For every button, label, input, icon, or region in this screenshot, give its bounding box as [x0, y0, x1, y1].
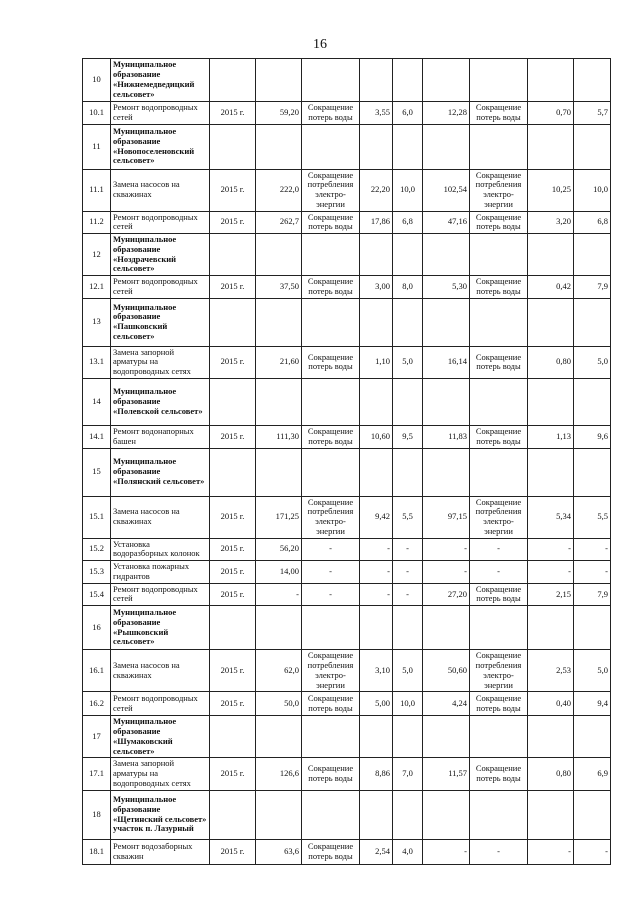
item-name: Муниципальное образование «Рышковский сельсовет» — [111, 606, 210, 650]
cost-cell: 59,20 — [256, 102, 302, 125]
effect-cell — [470, 379, 528, 426]
cost-cell — [256, 790, 302, 839]
cost-cell: 126,6 — [256, 758, 302, 790]
value-cell — [574, 234, 611, 276]
value-cell — [423, 448, 470, 496]
value-cell: 9,5 — [393, 426, 423, 449]
effect-cell — [302, 448, 360, 496]
value-cell: - — [423, 538, 470, 561]
value-cell: - — [360, 583, 393, 606]
row-number: 12 — [83, 234, 111, 276]
value-cell: 17,86 — [360, 211, 393, 234]
value-cell: 10,0 — [393, 169, 423, 211]
value-cell: 5,0 — [574, 346, 611, 378]
year-cell — [210, 716, 256, 758]
page-number: 16 — [313, 37, 327, 52]
effect-cell: Сокращение потерь воды — [470, 758, 528, 790]
value-cell: - — [360, 538, 393, 561]
value-cell: 6,8 — [393, 211, 423, 234]
item-name: Ремонт водопроводных сетей — [111, 211, 210, 234]
value-cell: 2,54 — [360, 839, 393, 864]
value-cell: - — [360, 561, 393, 584]
value-cell: 8,86 — [360, 758, 393, 790]
value-cell: 0,80 — [528, 346, 574, 378]
cost-cell: 37,50 — [256, 276, 302, 299]
effect-cell — [302, 716, 360, 758]
value-cell — [528, 234, 574, 276]
table-row — [83, 102, 611, 125]
effect-cell — [470, 448, 528, 496]
table-row — [83, 758, 611, 790]
value-cell: 7,9 — [574, 583, 611, 606]
value-cell: - — [574, 839, 611, 864]
value-cell — [574, 379, 611, 426]
value-cell: 1,13 — [528, 426, 574, 449]
value-cell — [393, 606, 423, 650]
value-cell — [393, 448, 423, 496]
item-name: Муниципальное образование «Нижнемедведицкий сельсовет» — [111, 59, 210, 102]
row-number: 11.1 — [83, 169, 111, 211]
value-cell: - — [393, 561, 423, 584]
row-number: 16 — [83, 606, 111, 650]
value-cell — [528, 448, 574, 496]
value-cell: 5,30 — [423, 276, 470, 299]
value-cell — [360, 606, 393, 650]
cost-cell: 21,60 — [256, 346, 302, 378]
row-number: 13 — [83, 298, 111, 346]
value-cell — [423, 298, 470, 346]
effect-cell: - — [302, 583, 360, 606]
effect-cell: - — [302, 561, 360, 584]
cost-cell — [256, 379, 302, 426]
effect-cell — [302, 234, 360, 276]
effect-cell — [302, 298, 360, 346]
value-cell: 5,00 — [360, 692, 393, 716]
item-name: Ремонт водонапорных башен — [111, 426, 210, 449]
value-cell: 2,53 — [528, 650, 574, 692]
cost-cell: 62,0 — [256, 650, 302, 692]
year-cell: 2015 г. — [210, 276, 256, 299]
value-cell — [528, 59, 574, 102]
value-cell — [574, 124, 611, 169]
item-name: Установка водоразборных колонок — [111, 538, 210, 561]
section-row — [83, 790, 611, 839]
item-name: Ремонт водопроводных сетей — [111, 276, 210, 299]
value-cell: 97,15 — [423, 496, 470, 538]
cost-cell — [256, 234, 302, 276]
effect-cell: Сокращение потерь воды — [470, 583, 528, 606]
table-row — [83, 211, 611, 234]
value-cell — [360, 448, 393, 496]
row-number: 17 — [83, 716, 111, 758]
value-cell: 102,54 — [423, 169, 470, 211]
value-cell: - — [574, 538, 611, 561]
value-cell: 9,6 — [574, 426, 611, 449]
value-cell — [528, 379, 574, 426]
value-cell: - — [393, 583, 423, 606]
row-number: 10 — [83, 59, 111, 102]
year-cell: 2015 г. — [210, 650, 256, 692]
value-cell — [423, 59, 470, 102]
value-cell — [423, 716, 470, 758]
section-row — [83, 124, 611, 169]
item-name: Установка пожарных гидрантов — [111, 561, 210, 584]
row-number: 17.1 — [83, 758, 111, 790]
value-cell: - — [423, 561, 470, 584]
effect-cell: Сокращение потребления электро-энергии — [470, 169, 528, 211]
value-cell: 4,0 — [393, 839, 423, 864]
value-cell: 2,15 — [528, 583, 574, 606]
year-cell — [210, 379, 256, 426]
value-cell: 4,24 — [423, 692, 470, 716]
cost-cell — [256, 124, 302, 169]
row-number: 15 — [83, 448, 111, 496]
value-cell: 16,14 — [423, 346, 470, 378]
year-cell: 2015 г. — [210, 692, 256, 716]
value-cell — [574, 448, 611, 496]
value-cell — [528, 606, 574, 650]
item-name: Муниципальное образование «Шумаковский сельсовет» — [111, 716, 210, 758]
value-cell: 9,42 — [360, 496, 393, 538]
effect-cell: Сокращение потребления электро-энергии — [470, 650, 528, 692]
year-cell: 2015 г. — [210, 758, 256, 790]
effect-cell: Сокращение потерь воды — [302, 426, 360, 449]
value-cell: 0,70 — [528, 102, 574, 125]
item-name: Муниципальное образование «Новопоселеновский сельсовет» — [111, 124, 210, 169]
item-name: Замена насосов на скважинах — [111, 496, 210, 538]
value-cell: 10,25 — [528, 169, 574, 211]
value-cell: 10,60 — [360, 426, 393, 449]
value-cell: 50,60 — [423, 650, 470, 692]
row-number: 10.1 — [83, 102, 111, 125]
cost-cell: 50,0 — [256, 692, 302, 716]
effect-cell: Сокращение потерь воды — [302, 276, 360, 299]
table-row — [83, 839, 611, 864]
value-cell: 5,0 — [574, 650, 611, 692]
value-cell — [360, 298, 393, 346]
value-cell: 5,7 — [574, 102, 611, 125]
value-cell: - — [528, 839, 574, 864]
item-name: Ремонт водопроводных сетей — [111, 102, 210, 125]
value-cell: 3,00 — [360, 276, 393, 299]
row-number: 16.1 — [83, 650, 111, 692]
value-cell: 8,0 — [393, 276, 423, 299]
value-cell — [423, 234, 470, 276]
section-row — [83, 606, 611, 650]
section-row — [83, 234, 611, 276]
effect-cell: Сокращение потребления электро-энергии — [470, 496, 528, 538]
row-number: 12.1 — [83, 276, 111, 299]
item-name: Муниципальное образование «Щетинский сельсовет» участок п. Лазурный — [111, 790, 210, 839]
year-cell: 2015 г. — [210, 426, 256, 449]
value-cell: 3,55 — [360, 102, 393, 125]
year-cell: 2015 г. — [210, 102, 256, 125]
value-cell — [360, 59, 393, 102]
section-row — [83, 379, 611, 426]
effect-cell — [302, 606, 360, 650]
row-number: 16.2 — [83, 692, 111, 716]
year-cell — [210, 448, 256, 496]
table-row — [83, 276, 611, 299]
effect-cell — [470, 790, 528, 839]
item-name: Муниципальное образование «Ноздрачевский сельсовет» — [111, 234, 210, 276]
effect-cell — [470, 716, 528, 758]
value-cell: 3,10 — [360, 650, 393, 692]
row-number: 18.1 — [83, 839, 111, 864]
effect-cell: - — [470, 538, 528, 561]
year-cell: 2015 г. — [210, 346, 256, 378]
value-cell: 6,0 — [393, 102, 423, 125]
effect-cell: Сокращение потерь воды — [302, 211, 360, 234]
year-cell: 2015 г. — [210, 211, 256, 234]
effect-cell: Сокращение потерь воды — [470, 346, 528, 378]
cost-cell — [256, 606, 302, 650]
value-cell: 0,80 — [528, 758, 574, 790]
value-cell: 5,0 — [393, 346, 423, 378]
row-number: 14.1 — [83, 426, 111, 449]
value-cell — [423, 790, 470, 839]
item-name: Замена насосов на скважинах — [111, 169, 210, 211]
year-cell — [210, 234, 256, 276]
measures-table — [82, 58, 611, 865]
cost-cell: 111,30 — [256, 426, 302, 449]
value-cell: 22,20 — [360, 169, 393, 211]
year-cell: 2015 г. — [210, 839, 256, 864]
value-cell — [574, 606, 611, 650]
value-cell — [528, 716, 574, 758]
row-number: 15.4 — [83, 583, 111, 606]
section-row — [83, 716, 611, 758]
cost-cell: 222,0 — [256, 169, 302, 211]
cost-cell: 56,20 — [256, 538, 302, 561]
section-row — [83, 298, 611, 346]
effect-cell: Сокращение потребления электро-энергии — [302, 650, 360, 692]
value-cell — [393, 59, 423, 102]
table-row — [83, 583, 611, 606]
cost-cell — [256, 298, 302, 346]
effect-cell: Сокращение потерь воды — [470, 211, 528, 234]
table-row — [83, 169, 611, 211]
item-name: Муниципальное образование «Полевской сельсовет» — [111, 379, 210, 426]
cost-cell — [256, 448, 302, 496]
effect-cell: Сокращение потерь воды — [470, 276, 528, 299]
value-cell — [574, 298, 611, 346]
effect-cell — [470, 234, 528, 276]
value-cell — [393, 790, 423, 839]
year-cell — [210, 790, 256, 839]
value-cell — [360, 790, 393, 839]
cost-cell: 14,00 — [256, 561, 302, 584]
row-number: 11.2 — [83, 211, 111, 234]
year-cell — [210, 298, 256, 346]
year-cell: 2015 г. — [210, 583, 256, 606]
value-cell: 7,9 — [574, 276, 611, 299]
value-cell — [423, 379, 470, 426]
row-number: 15.3 — [83, 561, 111, 584]
effect-cell: - — [470, 561, 528, 584]
effect-cell — [302, 790, 360, 839]
row-number: 18 — [83, 790, 111, 839]
effect-cell — [470, 124, 528, 169]
year-cell: 2015 г. — [210, 169, 256, 211]
cost-cell — [256, 716, 302, 758]
row-number: 15.1 — [83, 496, 111, 538]
value-cell — [360, 716, 393, 758]
value-cell — [360, 124, 393, 169]
item-name: Муниципальное образование «Пашковский сельсовет» — [111, 298, 210, 346]
effect-cell — [470, 298, 528, 346]
cost-cell: 63,6 — [256, 839, 302, 864]
effect-cell: Сокращение потерь воды — [470, 426, 528, 449]
table-row — [83, 561, 611, 584]
value-cell — [423, 124, 470, 169]
year-cell: 2015 г. — [210, 538, 256, 561]
value-cell: 47,16 — [423, 211, 470, 234]
year-cell — [210, 606, 256, 650]
effect-cell: Сокращение потерь воды — [302, 692, 360, 716]
value-cell — [528, 790, 574, 839]
value-cell: - — [528, 561, 574, 584]
value-cell — [423, 606, 470, 650]
value-cell — [393, 124, 423, 169]
effect-cell: - — [470, 839, 528, 864]
value-cell: 6,8 — [574, 211, 611, 234]
effect-cell: Сокращение потерь воды — [302, 102, 360, 125]
item-name: Ремонт водопроводных сетей — [111, 692, 210, 716]
effect-cell — [470, 59, 528, 102]
table-row — [83, 538, 611, 561]
effect-cell: - — [302, 538, 360, 561]
value-cell: 0,40 — [528, 692, 574, 716]
table-row — [83, 496, 611, 538]
value-cell: 11,83 — [423, 426, 470, 449]
value-cell — [393, 298, 423, 346]
value-cell: 1,10 — [360, 346, 393, 378]
value-cell — [360, 234, 393, 276]
row-number: 13.1 — [83, 346, 111, 378]
effect-cell — [302, 59, 360, 102]
cost-cell: 171,25 — [256, 496, 302, 538]
value-cell: 5,5 — [574, 496, 611, 538]
value-cell: 7,0 — [393, 758, 423, 790]
item-name: Муниципальное образование «Полянский сельсовет» — [111, 448, 210, 496]
table-row — [83, 346, 611, 378]
effect-cell — [302, 124, 360, 169]
row-number: 14 — [83, 379, 111, 426]
year-cell: 2015 г. — [210, 561, 256, 584]
value-cell — [574, 59, 611, 102]
value-cell — [528, 124, 574, 169]
value-cell: 5,5 — [393, 496, 423, 538]
value-cell — [393, 379, 423, 426]
year-cell — [210, 124, 256, 169]
value-cell: - — [393, 538, 423, 561]
item-name: Замена запорной арматуры на водопроводных сетях — [111, 346, 210, 378]
value-cell: 9,4 — [574, 692, 611, 716]
cost-cell — [256, 59, 302, 102]
value-cell: 10,0 — [393, 692, 423, 716]
value-cell: - — [528, 538, 574, 561]
value-cell: 3,20 — [528, 211, 574, 234]
value-cell: 10,0 — [574, 169, 611, 211]
cost-cell: - — [256, 583, 302, 606]
effect-cell: Сокращение потерь воды — [470, 102, 528, 125]
year-cell: 2015 г. — [210, 496, 256, 538]
value-cell: 5,34 — [528, 496, 574, 538]
table-row — [83, 650, 611, 692]
item-name: Замена запорной арматуры на водопроводных сетях — [111, 758, 210, 790]
year-cell — [210, 59, 256, 102]
item-name: Ремонт водозаборных скважин — [111, 839, 210, 864]
row-number: 11 — [83, 124, 111, 169]
section-row — [83, 448, 611, 496]
value-cell: 0,42 — [528, 276, 574, 299]
effect-cell — [470, 606, 528, 650]
effect-cell: Сокращение потерь воды — [470, 692, 528, 716]
value-cell — [528, 298, 574, 346]
effect-cell: Сокращение потерь воды — [302, 839, 360, 864]
item-name: Замена насосов на скважинах — [111, 650, 210, 692]
effect-cell — [302, 379, 360, 426]
value-cell: 6,9 — [574, 758, 611, 790]
effect-cell: Сокращение потерь воды — [302, 346, 360, 378]
value-cell — [393, 716, 423, 758]
value-cell: - — [423, 839, 470, 864]
effect-cell: Сокращение потребления электро-энергии — [302, 169, 360, 211]
effect-cell: Сокращение потребления электро-энергии — [302, 496, 360, 538]
value-cell — [360, 379, 393, 426]
value-cell: 5,0 — [393, 650, 423, 692]
value-cell: 11,57 — [423, 758, 470, 790]
value-cell — [574, 716, 611, 758]
value-cell — [574, 790, 611, 839]
value-cell: 12,28 — [423, 102, 470, 125]
value-cell — [393, 234, 423, 276]
table-row — [83, 692, 611, 716]
value-cell: - — [574, 561, 611, 584]
item-name: Ремонт водопроводных сетей — [111, 583, 210, 606]
value-cell: 27,20 — [423, 583, 470, 606]
section-row — [83, 59, 611, 102]
cost-cell: 262,7 — [256, 211, 302, 234]
effect-cell: Сокращение потерь воды — [302, 758, 360, 790]
table-row — [83, 426, 611, 449]
row-number: 15.2 — [83, 538, 111, 561]
